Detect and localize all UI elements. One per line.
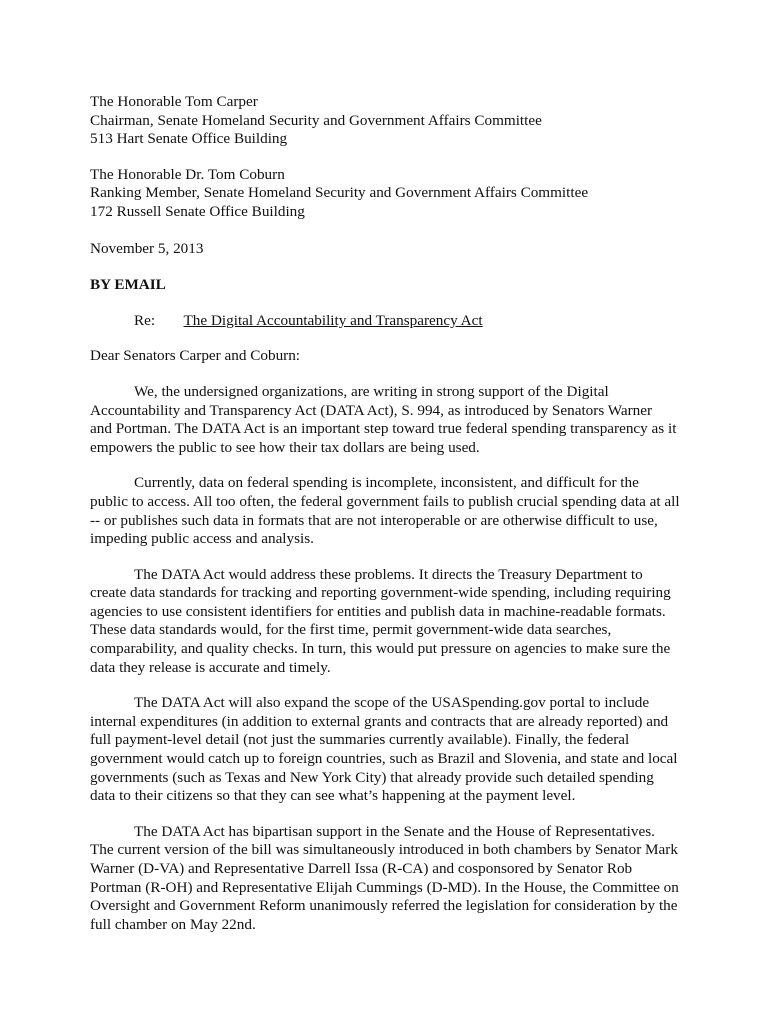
recipient-title: Chairman, Senate Homeland Security and Government Affairs Committee — [90, 111, 542, 129]
paragraph-line: comparability, and quality checks. In turn, this would put pressure on agencies to make sure the — [90, 640, 671, 658]
paragraph-line: full payment-level detail (not just the summaries currently available). Finally, the federal — [90, 731, 630, 749]
paragraph-line: empowers the public to see how their tax dollars are being used. — [90, 438, 480, 456]
paragraph-line: Accountability and Transparency Act (DATA Act), S. 994, as introduced by Senators Warner — [90, 401, 653, 419]
paragraph-line: full chamber on May 22nd. — [90, 915, 256, 933]
paragraph-line: data to their citizens so that they can see what’s happening at the payment level. — [90, 787, 576, 805]
letter-page — [90, 93, 690, 934]
paragraph-line: Oversight and Government Reform unanimously referred the legislation for consideration by the — [90, 897, 678, 915]
body-paragraph — [90, 823, 690, 935]
paragraph-line: public to access. All too often, the federal government fails to publish crucial spending data at all — [90, 492, 680, 510]
subject-title: The Digital Accountability and Transparency Act — [183, 311, 483, 329]
paragraph-line: Warner (D-VA) and Representative Darrell Issa (R-CA) and cosponsored by Senator Rob — [90, 860, 633, 877]
letter-date: November 5, 2013 — [90, 239, 204, 257]
recipient-title: Ranking Member, Senate Homeland Security and Government Affairs Committee — [90, 184, 589, 202]
paragraph-line: -- or publishes such data in formats that are not interoperable or are otherwise difficult to use, — [90, 511, 658, 529]
paragraph-line: Currently, data on federal spending is incomplete, inconsistent, and difficult for the — [134, 474, 639, 492]
paragraph-line: data they release is accurate and timely. — [90, 658, 331, 676]
body-paragraph — [90, 566, 690, 678]
recipient-name: The Honorable Tom Carper — [90, 93, 258, 110]
subject-label: Re: — [134, 311, 156, 329]
paragraph-line: governments (such as Texas and New York City) that already provide such detailed spending — [90, 768, 654, 786]
paragraph-line: The DATA Act has bipartisan support in the Senate and the House of Representatives. — [134, 822, 655, 840]
recipient-office: 513 Hart Senate Office Building — [90, 130, 288, 148]
paragraph-line: government would catch up to foreign countries, such as Brazil and Slovenia, and state and local — [90, 750, 678, 768]
paragraph-line: internal expenditures (in addition to external grants and contracts that are already reported) and — [90, 712, 669, 730]
paragraph-line: The current version of the bill was simultaneously introduced in both chambers by Senator Mark — [90, 841, 678, 859]
letter-body — [90, 383, 690, 934]
paragraph-line: These data standards would, for the first time, permit government-wide data searches, — [90, 621, 612, 639]
paragraph-line: The DATA Act would address these problems. It directs the Treasury Department to — [134, 565, 643, 583]
recipient-address-2 — [90, 166, 690, 222]
recipient-name: The Honorable Dr. Tom Coburn — [90, 165, 285, 183]
paragraph-line: The DATA Act will also expand the scope of the USASpending.gov portal to include — [134, 694, 650, 712]
paragraph-line: agencies to use consistent identifiers for entities and publish data in machine-readable formats. — [90, 602, 666, 620]
recipient-office: 172 Russell Senate Office Building — [90, 202, 305, 220]
paragraph-line: and Portman. The DATA Act is an important step toward true federal spending transparency as it — [90, 420, 677, 438]
paragraph-line: We, the undersigned organizations, are writing in strong support of the Digital — [134, 382, 609, 400]
paragraph-line: Portman (R-OH) and Representative Elijah Cummings (D-MD). In the House, the Committee on — [90, 878, 679, 896]
delivery-method: BY EMAIL — [90, 276, 166, 294]
subject-line — [90, 312, 690, 331]
salutation: Dear Senators Carper and Coburn: — [90, 347, 301, 365]
paragraph-line: impeding public access and analysis. — [90, 530, 314, 548]
body-paragraph — [90, 474, 690, 548]
body-paragraph — [90, 383, 690, 457]
body-paragraph — [90, 694, 690, 806]
recipient-address-1 — [90, 93, 690, 149]
paragraph-line: create data standards for tracking and reporting government-wide spending, including requiring — [90, 584, 671, 602]
